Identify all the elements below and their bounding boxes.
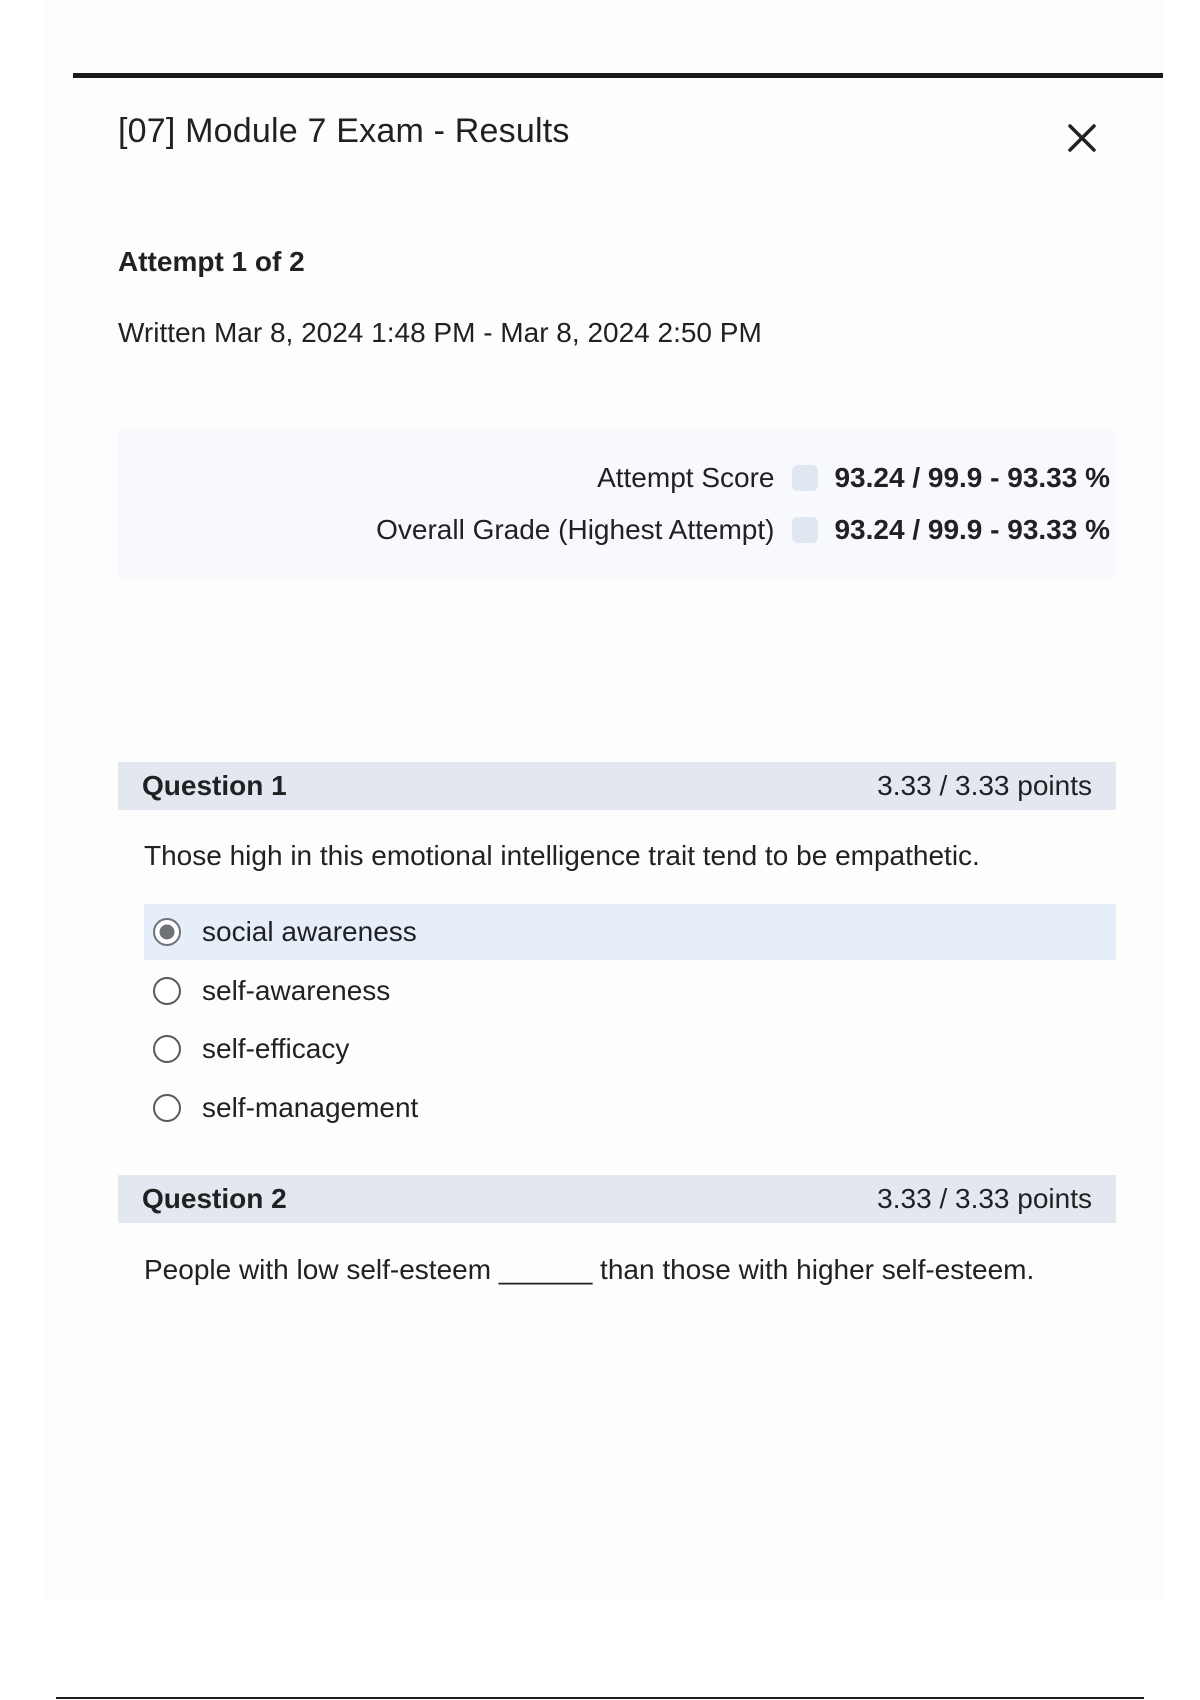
option-label: self-management [202, 1092, 419, 1123]
question-1-header [118, 762, 1116, 810]
answer-option-self-efficacy[interactable] [144, 1021, 1116, 1077]
question-1-text: Those high in this emotional intelligence trait tend to be empathetic. [144, 840, 980, 871]
option-label: social awareness [202, 916, 417, 947]
radio-icon [152, 1034, 182, 1064]
question-1-title: Question 1 [142, 770, 287, 801]
question-2-points: 3.33 / 3.33 points [877, 1183, 1092, 1214]
attempt-score-row [597, 460, 1110, 496]
bottom-divider [56, 1697, 1144, 1699]
top-divider [73, 73, 1163, 78]
grade-indicator-icon [792, 517, 818, 543]
attempt-score-value: 93.24 / 99.9 - 93.33 % [834, 462, 1110, 493]
score-indicator-icon [792, 465, 818, 491]
page-title: [07] Module 7 Exam - Results [118, 112, 570, 150]
attempt-score-label: Attempt Score [597, 462, 775, 493]
option-label: self-efficacy [202, 1033, 350, 1064]
close-button[interactable] [1062, 118, 1102, 158]
radio-icon [152, 1093, 182, 1123]
overall-grade-row [376, 512, 1110, 548]
attempt-label: Attempt 1 of 2 [118, 246, 305, 277]
overall-grade-value: 93.24 / 99.9 - 93.33 % [834, 514, 1110, 545]
question-2-text: People with low self-esteem ______ than those with higher self-esteem. [144, 1254, 1035, 1285]
close-icon [1062, 118, 1102, 158]
answer-option-self-awareness[interactable] [144, 963, 1116, 1019]
question-1-points: 3.33 / 3.33 points [877, 770, 1092, 801]
answer-option-self-management[interactable] [144, 1080, 1116, 1136]
option-label: self-awareness [202, 975, 391, 1006]
question-2-header [118, 1175, 1116, 1223]
radio-selected-icon [152, 917, 182, 947]
answer-option-social-awareness[interactable] [144, 904, 1116, 960]
overall-grade-label: Overall Grade (Highest Attempt) [376, 514, 775, 545]
radio-icon [152, 976, 182, 1006]
question-2-title: Question 2 [142, 1183, 287, 1214]
score-summary [118, 430, 1116, 578]
written-timestamp: Written Mar 8, 2024 1:48 PM - Mar 8, 2024 2:50 PM [118, 317, 762, 348]
